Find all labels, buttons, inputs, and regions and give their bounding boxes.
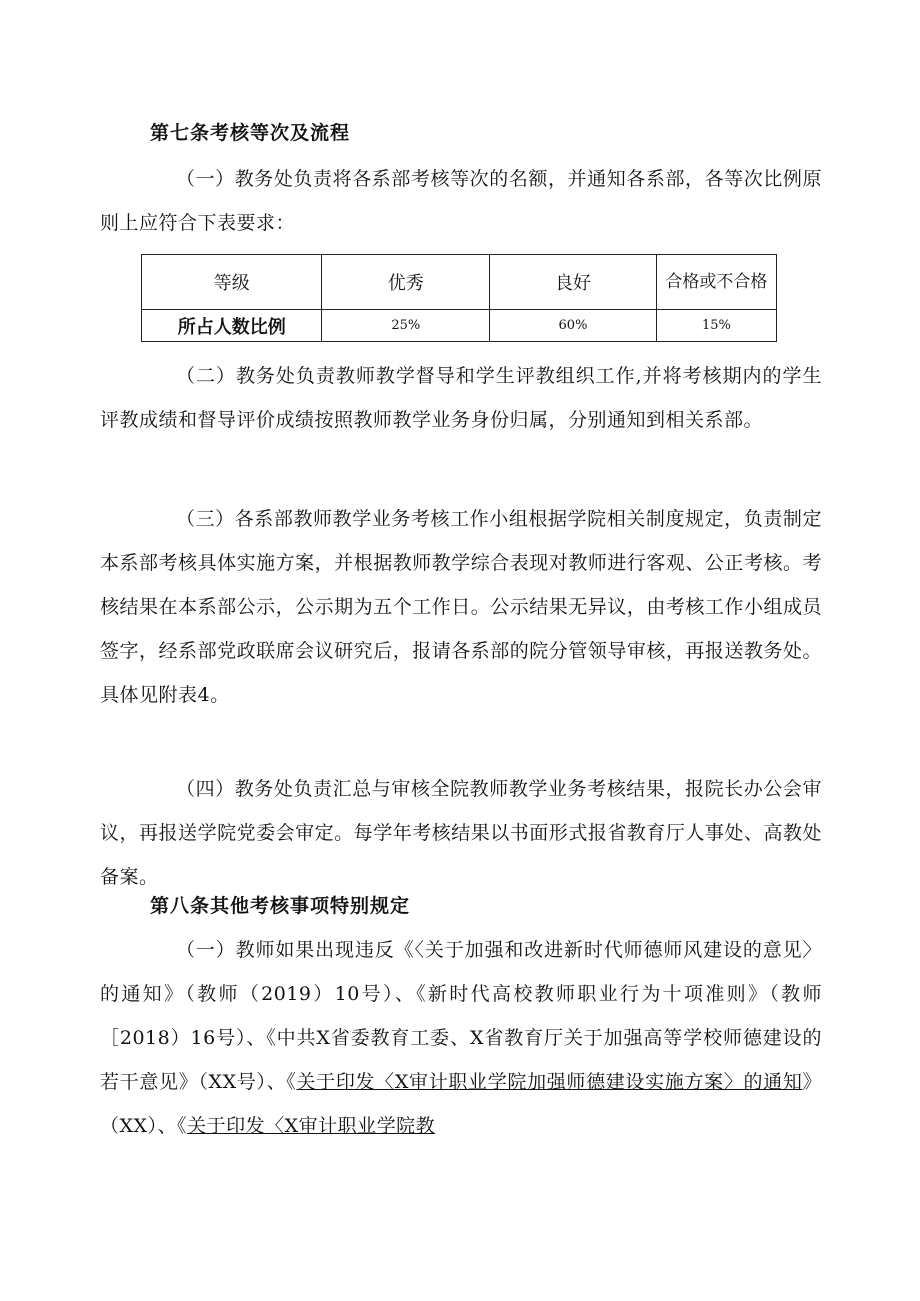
- paragraph-text: （一）教师如果出现违反《〈关于加强和改进新时代师德师风建设的意见〉的通知》（教师（2019）10号）、《新时代高校教师职业行为十项准则》（教师［2018）16号）、《中共X省委教育工委、X省教育厅关于加强高等学校师德建设的若干意见》（XX号）、《: [100, 939, 822, 1093]
- grade-ratio-table: [141, 254, 777, 342]
- table-header-cell: 优秀: [322, 255, 490, 310]
- section-8-heading: 第八条其他考核事项特别规定: [150, 895, 411, 917]
- section-8-paragraph-1: [100, 928, 822, 1148]
- table-row: [142, 310, 777, 342]
- table-header-cell: 良好: [490, 255, 657, 310]
- section-7-paragraph-3: （三）各系部教师教学业务考核工作小组根据学院相关制度规定，负责制定本系部考核具体实施方案，并根据教师教学综合表现对教师进行客观、公正考核。考核结果在本系部公示，公示期为五个工作日。公示结果无异议，由考核工作小组成员签字，经系部党政联席会议研究后，报请各系部的院分管领导审核，再报送教务处。具体见附表4。: [100, 508, 822, 706]
- section-7-paragraph-1: （一）教务处负责将各系部考核等次的名额，并通知各系部，各等次比例原则上应符合下表要求：: [100, 168, 822, 234]
- section-7-paragraph-4: （四）教务处负责汇总与审核全院教师教学业务考核结果，报院长办公会审议，再报送学院党委会审定。每学年考核结果以书面形式报省教育厅人事处、高教处备案。: [100, 778, 822, 888]
- table-header-row: [142, 255, 777, 310]
- table-row-label: 所占人数比例: [142, 310, 322, 342]
- paragraph-text: 》（XX）、《: [100, 1071, 823, 1137]
- table-cell: 15%: [656, 310, 776, 342]
- underlined-document-title: 关于印发〈X审计职业学院加强师德建设实施方案〉的通知: [296, 1071, 803, 1093]
- table-cell: 60%: [490, 310, 657, 342]
- underlined-document-title: 关于印发〈X审计职业学院教: [187, 1115, 436, 1137]
- table-cell: 25%: [322, 310, 490, 342]
- table-header-cell: 合格或不合格: [656, 255, 776, 310]
- table-header-cell: 等级: [142, 255, 322, 310]
- section-7-heading: 第七条考核等次及流程: [150, 122, 351, 144]
- section-7-paragraph-2: （二）教务处负责教师教学督导和学生评教组织工作,并将考核期内的学生评教成绩和督导评价成绩按照教师教学业务身份归属，分别通知到相关系部。: [100, 365, 822, 431]
